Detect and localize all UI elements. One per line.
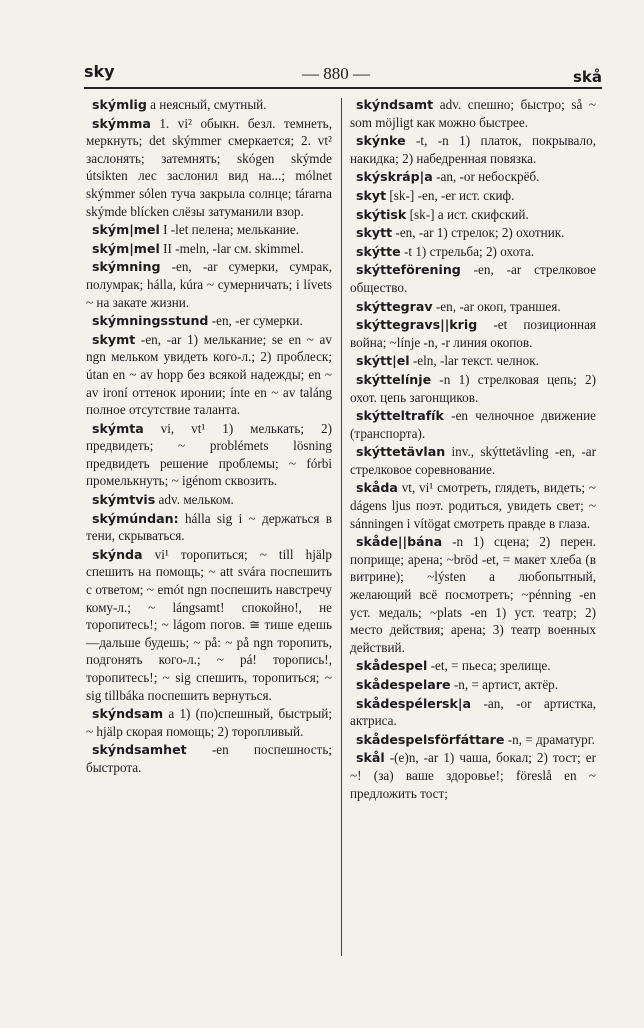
entry-headword: skýndsam — [92, 706, 164, 722]
header-rule — [84, 87, 602, 89]
left-column — [86, 96, 332, 996]
dictionary-entry — [86, 221, 332, 239]
entry-headword: skýmlig — [92, 97, 147, 112]
entry-definition: -t, -n 1) платок, покрывало, накидка; 2) набедренная повязка. — [350, 133, 596, 166]
dictionary-entry — [350, 407, 596, 442]
entry-definition: -n 1) сцена; 2) перен. поприще; арена; ~bröd -et, = макет хлеба (в витрине); ~lýsten a любопытный, желающий всё посмотреть; ~pénning -en уст. медаль; ~plats -en 1) уст. театр; 2) место действия; арена; 3) театр военных действий. — [350, 534, 596, 655]
dictionary-entry — [86, 741, 332, 776]
entry-headword: skýmúndan: — [92, 510, 179, 526]
entry-definition: I -let пелена; мелькание. — [159, 222, 299, 238]
entry-definition: -n, = драматург. — [504, 731, 595, 747]
entry-definition: -an, -or небоскрёб. — [432, 169, 540, 185]
entry-headword: skýndsamt — [356, 97, 434, 112]
dictionary-entry — [86, 546, 332, 704]
entry-headword: ským|mel — [92, 222, 160, 238]
entry-definition: -en, -er сумерки. — [208, 313, 303, 329]
entry-definition: -eln, -lar текст. челнок. — [409, 353, 539, 369]
entry-definition: -t 1) стрельба; 2) охота. — [400, 243, 535, 259]
dictionary-entry — [86, 510, 332, 545]
dictionary-entry — [350, 206, 596, 224]
entry-definition: -et, = пьеса; зрелище. — [427, 658, 551, 674]
entry-headword: skýnda — [92, 546, 143, 562]
dictionary-entry — [350, 168, 596, 186]
entry-definition: -en, -ar 1) стрелок; 2) охотник. — [392, 225, 565, 241]
running-head-right: skå — [572, 68, 602, 86]
entry-headword: skýnke — [356, 133, 406, 149]
entry-definition: -en, -ar 1) мелькание; se en ~ av ngn мельком увидеть кого-л.; 2) проблеск; útan en ~ av hopp без всякой надежды; en ~ av ironí оттенок иронии; ínte en ~ av taláng полное отсутствие таланта. — [86, 331, 332, 418]
entry-definition: a 1) (по)спешный, быстрый; ~ hjälp скорая помощь; 2) торопливый. — [86, 706, 332, 739]
dictionary-entry — [86, 96, 332, 114]
entry-headword: skýttegravs||krig — [356, 317, 478, 333]
entry-definition: adv. мельком. — [155, 492, 234, 508]
dictionary-entry — [350, 749, 596, 802]
entry-headword: skýtt|el — [356, 353, 410, 369]
entry-headword: skådespélersk|a — [356, 695, 472, 711]
page-header — [84, 58, 602, 88]
dictionary-entry — [350, 657, 596, 675]
dictionary-entry — [350, 298, 596, 316]
entry-headword: skåda — [356, 480, 398, 496]
entry-headword: skýtteförening — [356, 262, 461, 278]
entry-headword: skýtte — [356, 243, 401, 259]
entry-definition: -an, -or артистка, актриса. — [350, 695, 596, 729]
entry-definition: -en, -ar окоп, траншея. — [432, 298, 561, 314]
dictionary-entry — [350, 479, 596, 532]
entry-headword: skådespelsförfáttare — [356, 731, 505, 747]
dictionary-entry — [86, 258, 332, 311]
entry-definition: vi¹ торопиться; ~ till hjälp спешить на помощь; ~ att svára поспешить с ответом; ~ emót ngn поспешить навстречу кому-л.; ~ lángsamt! спокойно!, не торопитесь!; ~ lágom погов. ≅ тише едешь—дальше будешь; ~ på: ~ på ngn торопить, подгонять кого-л.; ~ pá! торопись!, торопитесь!; ~ sig спешить, торопиться; ~ sig tillbáka поспешить вернуться. — [86, 546, 332, 703]
entry-headword: skýmning — [92, 259, 161, 275]
entry-definition: -en поспешность; быстрота. — [86, 742, 332, 775]
entry-headword: skýskráp|a — [356, 169, 433, 185]
dictionary-entry — [350, 96, 596, 131]
dictionary-entry — [86, 240, 332, 258]
entry-definition: -(e)n, -ar 1) чаша, бокал; 2) тост; er ~! (за) ваше здоровье!; föreslå en ~ предложить тост; — [350, 750, 596, 801]
dictionary-entry — [350, 676, 596, 694]
entry-headword: skyt — [356, 187, 387, 203]
dictionary-entry — [350, 187, 596, 205]
dictionary-entry — [86, 331, 332, 419]
entry-headword: skåde||bána — [356, 534, 443, 550]
entry-definition: -en, -ar стрелковое общество. — [350, 262, 596, 295]
entry-definition: [sk-] -en, -er ист. скиф. — [386, 187, 515, 203]
entry-headword: skýttetävlan — [356, 444, 446, 460]
entry-definition: vt, vi¹ смотреть, глядеть, видеть; ~ dágens ljus поэт. родиться, увидеть свет; ~ sánningen i vítögat смотреть правде в глаза. — [350, 480, 596, 531]
dictionary-entry — [86, 705, 332, 740]
dictionary-entry — [350, 695, 596, 730]
entry-definition: hálla sig i ~ держаться в тени, скрываться. — [86, 510, 332, 544]
entry-definition: -n, = артист, актёр. — [450, 677, 559, 692]
dictionary-entry — [86, 491, 332, 509]
column-divider — [341, 98, 342, 956]
entry-headword: skymt — [92, 331, 136, 347]
right-column — [350, 96, 596, 996]
dictionary-entry — [350, 132, 596, 167]
entry-headword: skýmma — [92, 115, 151, 131]
entry-headword: skådespel — [356, 658, 428, 674]
dictionary-entry — [86, 115, 332, 221]
entry-headword: skýndsamhet — [92, 742, 187, 758]
entry-definition: II -meln, -lar см. skimmel. — [159, 240, 304, 256]
dictionary-entry — [350, 243, 596, 261]
page-number: — 880 — — [302, 64, 370, 83]
entry-headword: skål — [356, 750, 385, 766]
entry-definition: inv., skýttetävling -en, -ar стрелковое соревнование. — [350, 444, 596, 477]
running-head-left: sky — [84, 62, 115, 81]
entry-definition: -et позиционная война; ~línje -n, -r линия окопов. — [350, 317, 596, 350]
dictionary-entry — [86, 420, 332, 490]
dictionary-entry — [350, 371, 596, 406]
entry-headword: skýmta — [92, 420, 144, 436]
entry-headword: skýmtvis — [92, 492, 156, 508]
entry-headword: skýmningsstund — [92, 313, 209, 329]
entry-definition: [sk-] a ист. скифский. — [406, 206, 529, 222]
entry-definition: -en, -ar сумерки, сумрак, полумрак; hálla, kúra ~ сумерничать; i lívets ~ на закате жизни. — [86, 259, 332, 310]
entry-definition: adv. спешно; быстро; så ~ som möjligt как можно быстрее. — [350, 97, 596, 130]
dictionary-entry — [86, 312, 332, 330]
entry-definition: -n 1) стрелковая цепь; 2) охот. цепь загонщиков. — [350, 371, 596, 405]
entry-headword: skýttegrav — [356, 298, 433, 314]
entry-definition: -en челночное движение (транспорта). — [350, 408, 596, 441]
entry-headword: skýtteltrafík — [356, 408, 444, 424]
entry-headword: skådespelare — [356, 677, 451, 692]
dictionary-entry — [350, 533, 596, 656]
entry-headword: skytt — [356, 225, 393, 241]
dictionary-entry — [350, 224, 596, 242]
entry-headword: ským|mel — [92, 240, 160, 256]
dictionary-entry — [350, 731, 596, 749]
dictionary-entry — [350, 316, 596, 351]
entry-headword: skýttelínje — [356, 371, 432, 387]
entry-definition: 1. vi² обыкн. безл. темнеть, меркнуть; det skýmmer смеркается; 2. vt² заслонять; затемнять; skógen skýmde útsikten лес заслонил вид на...; mólnet skýmmer sólen туча закрыла солнце; tárarna skýmde blícken слёзы затуманили взор. — [86, 115, 332, 219]
dictionary-entry — [350, 352, 596, 370]
dictionary-entry — [350, 261, 596, 296]
entry-definition: vi, vt¹ 1) мелькать; 2) предвидеть; ~ problémets lösning предвидеть решение проблемы; ~ fórbi промелькнуть; ~ igénom сквозить. — [86, 420, 332, 489]
dictionary-entry — [350, 443, 596, 478]
entry-headword: skýtisk — [356, 206, 407, 222]
entry-definition: a неясный, смутный. — [146, 97, 267, 112]
